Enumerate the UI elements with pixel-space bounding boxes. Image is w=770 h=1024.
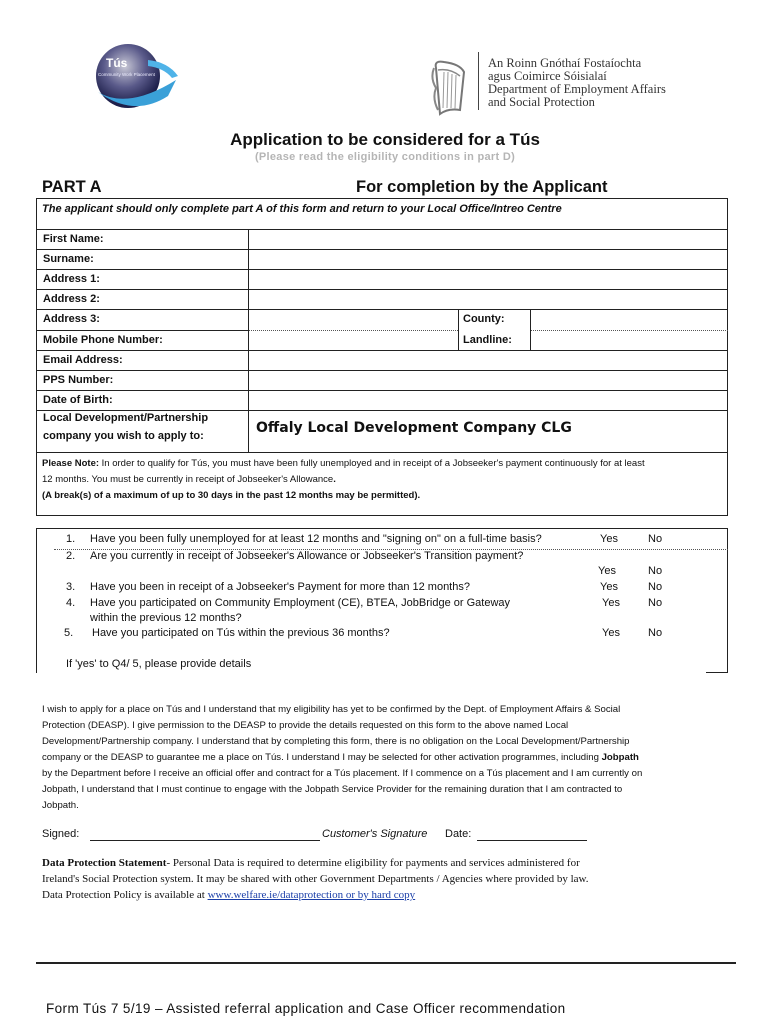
pps-field[interactable]	[249, 371, 727, 390]
question-5-text: Have you participated on Tús within the previous 36 months?	[92, 627, 390, 639]
eligibility-note-line3: (A break(s) of a maximum of up to 30 days in the past 12 months may be permitted).	[42, 490, 421, 501]
signature-field[interactable]	[90, 840, 320, 841]
landline-label: Landline:	[463, 334, 512, 346]
declaration-line: by the Department before I receive an official offer and contract for a Tús placement. If I commence on a Tús placement and I am currently on	[42, 768, 643, 779]
ldc-label-line2: company you wish to apply to:	[43, 430, 204, 442]
data-protection-line1	[42, 857, 580, 869]
grid-line	[36, 452, 728, 453]
question-5-yes[interactable]: Yes	[602, 627, 620, 639]
mobile-field[interactable]	[249, 331, 457, 350]
ldc-value: Offaly Local Development Company CLG	[256, 420, 572, 436]
part-label: PART A	[42, 178, 102, 196]
surname-field[interactable]	[249, 250, 727, 269]
note-text-line2: 12 months. You must be currently in receipt of Jobseeker's Allowance	[42, 474, 334, 485]
first-name-field[interactable]	[249, 230, 727, 249]
question-2-text: Are you currently in receipt of Jobseeker's Allowance or Jobseeker's Transition payment?	[90, 550, 524, 562]
data-protection-heading: Data Protection Statement	[42, 857, 167, 869]
address3-label: Address 3:	[43, 313, 100, 325]
first-name-label: First Name:	[43, 233, 104, 245]
address2-label: Address 2:	[43, 293, 100, 305]
data-protection-link[interactable]: www.welfare.ie/dataprotection or by hard copy	[207, 889, 416, 901]
tus-logo	[88, 40, 180, 112]
data-protection-line3	[42, 889, 415, 901]
dob-label: Date of Birth:	[43, 394, 113, 406]
date-label: Date:	[445, 828, 472, 840]
question-1-no[interactable]: No	[648, 533, 663, 545]
date-field[interactable]	[477, 840, 587, 841]
question-4-no[interactable]: No	[648, 597, 663, 609]
eligibility-note-line1	[42, 456, 645, 472]
surname-label: Surname:	[43, 253, 94, 265]
eligibility-note-line2	[42, 472, 336, 488]
question-4-number: 4.	[66, 597, 76, 609]
question-1-number: 1.	[66, 533, 76, 545]
form-footer: Form Tús 7 5/19 – Assisted referral application and Case Officer recommendation	[46, 1001, 566, 1016]
email-label: Email Address:	[43, 354, 123, 366]
question-5-number: 5.	[64, 627, 74, 639]
harp-emblem-icon	[430, 58, 470, 116]
note-text-line2-end: .	[333, 474, 336, 485]
grid-line	[36, 330, 248, 331]
question-4-text-continued: within the previous 12 months?	[90, 612, 242, 624]
county-field[interactable]	[531, 310, 727, 329]
declaration-line: I wish to apply for a place on Tús and I understand that my eligibility has yet to be confirmed by the Dept. of Employment Affairs & Social	[42, 704, 621, 715]
question-3-text: Have you been in receipt of a Jobseeker's Payment for more than 12 months?	[90, 581, 470, 593]
declaration-line	[42, 752, 639, 763]
question-5-no[interactable]: No	[648, 627, 663, 639]
question-2-no[interactable]: No	[648, 565, 663, 577]
signature-caption: Customer's Signature	[322, 828, 428, 840]
instruction-text: The applicant should only complete part A of this form and return to your Local Office/Intreo Centre	[42, 203, 562, 215]
pps-label: PPS Number:	[43, 374, 114, 386]
address1-label: Address 1:	[43, 273, 100, 285]
tus-logo-text: Tús	[106, 56, 128, 70]
dob-field[interactable]	[249, 391, 727, 410]
declaration-line: Protection (DEASP). I give permission to the DEASP to provide the details requested on this form to the above named Local	[42, 720, 569, 731]
address3-field[interactable]	[249, 310, 457, 329]
completion-label: For completion by the Applicant	[356, 178, 608, 196]
data-protection-text-line3: Data Protection Policy is available at	[42, 889, 208, 901]
dept-name-english-2: and Social Protection	[488, 95, 595, 109]
question-3-number: 3.	[66, 581, 76, 593]
question-3-yes[interactable]: Yes	[600, 581, 618, 593]
email-field[interactable]	[249, 351, 727, 370]
question-4-text: Have you participated on Community Employment (CE), BTEA, JobBridge or Gateway	[90, 597, 511, 609]
address2-field[interactable]	[249, 290, 727, 309]
grid-line	[458, 309, 459, 350]
footer-rule	[36, 962, 736, 964]
question-2-yes[interactable]: Yes	[598, 565, 616, 577]
declaration-line: Jobpath, I understand that I must continue to engage with the Jobpath Service Provider for the remaining duration that I am contracted to	[42, 784, 623, 795]
note-text-line1: In order to qualify for Tús, you must have been fully unemployed and in receipt of a Jobseeker's payment continuously for at least	[99, 458, 645, 469]
form-subtitle: (Please read the eligibility conditions in part D)	[254, 151, 516, 163]
form-title: Application to be considered for a Tús	[230, 130, 540, 149]
declaration-line: Jobpath.	[42, 800, 79, 811]
dept-name-english-1: Department of Employment Affairs	[488, 82, 666, 96]
data-protection-line2: Ireland's Social Protection system. It may be shared with other Government Departments / Agencies where provided by law.	[42, 873, 589, 885]
header-divider	[478, 52, 479, 110]
details-prompt: If 'yes' to Q4/ 5, please provide details	[66, 658, 252, 670]
question-1-text: Have you been fully unemployed for at least 12 months and "signing on" on a full-time basis?	[90, 533, 542, 545]
address1-field[interactable]	[249, 270, 727, 289]
question-3-no[interactable]: No	[648, 581, 663, 593]
box-corner-line	[706, 672, 728, 673]
tus-logo-tagline: Community Work Placement	[98, 72, 155, 77]
ldc-label-line1: Local Development/Partnership	[43, 412, 209, 424]
question-1-yes[interactable]: Yes	[600, 533, 618, 545]
declaration-jobpath: Jobpath	[601, 752, 639, 763]
mobile-label: Mobile Phone Number:	[43, 334, 163, 346]
question-2-number: 2.	[66, 550, 76, 562]
county-label: County:	[463, 313, 505, 325]
note-label: Please Note:	[42, 458, 100, 469]
landline-field[interactable]	[531, 331, 727, 350]
dept-name-irish-2: agus Coimirce Sóisialaí	[488, 69, 607, 83]
dept-name-irish-1: An Roinn Gnóthaí Fostaíochta	[488, 56, 642, 70]
declaration-line: Development/Partnership company. I understand that by completing this form, there is no obligation on the Local Development/Partnership	[42, 736, 630, 747]
data-protection-text-line1: - Personal Data is required to determine eligibility for payments and services administered for	[166, 857, 580, 869]
declaration-line-text: company or the DEASP to guarantee me a place on Tús. I understand I may be selected for other activation programmes, including	[42, 752, 602, 763]
grid-line	[36, 410, 728, 411]
signed-label: Signed:	[42, 828, 80, 840]
question-4-yes[interactable]: Yes	[602, 597, 620, 609]
